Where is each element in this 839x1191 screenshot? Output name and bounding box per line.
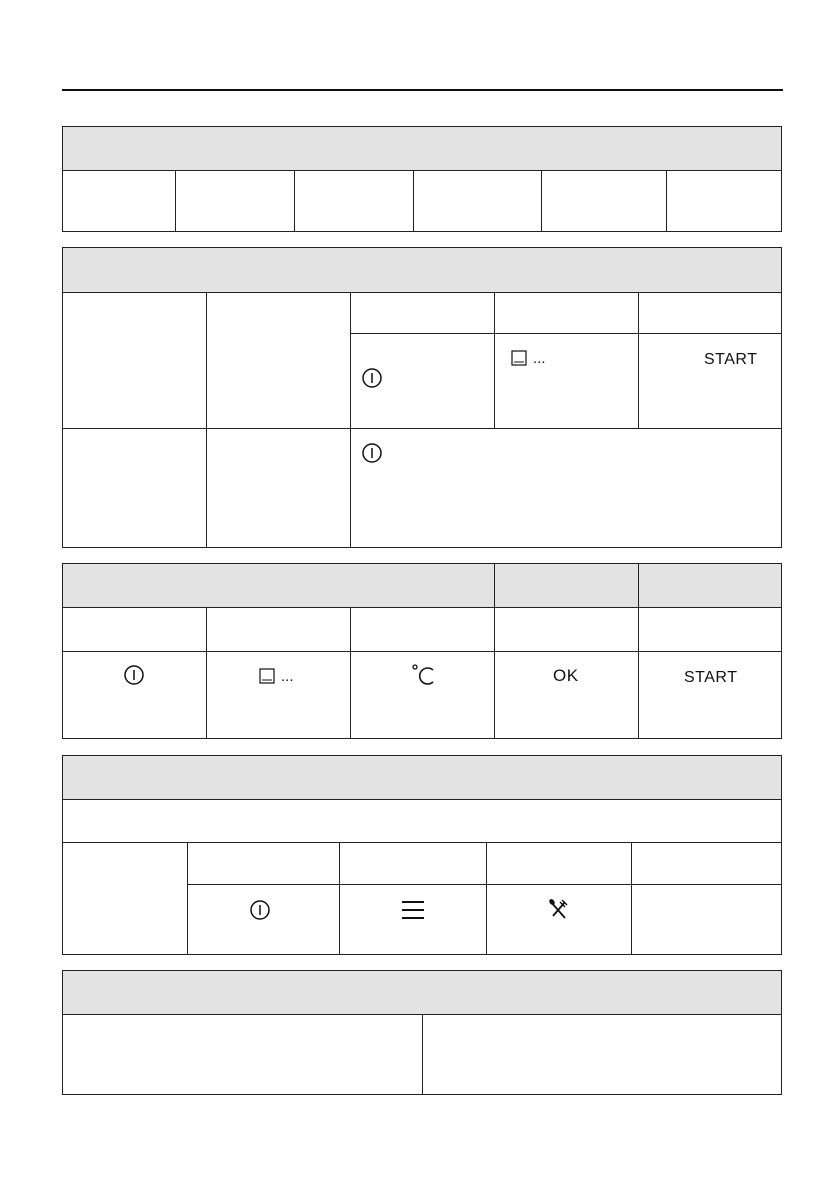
oven-display-icon xyxy=(511,350,527,366)
top-rule xyxy=(62,89,783,91)
table-2 xyxy=(62,247,782,548)
start-label: START xyxy=(704,351,758,368)
oven-ellipsis: ... xyxy=(281,668,294,685)
power-icon xyxy=(361,367,383,389)
table-4-header xyxy=(63,756,781,800)
table-5-header xyxy=(63,971,781,1015)
table-1 xyxy=(62,126,782,232)
power-icon xyxy=(361,442,383,464)
table-3 xyxy=(62,563,782,739)
cutlery-icon xyxy=(547,898,569,920)
oven-display-icon xyxy=(259,668,275,684)
table-4 xyxy=(62,755,782,955)
power-icon xyxy=(123,664,145,686)
table-3-header xyxy=(63,564,781,608)
power-icon xyxy=(249,899,271,921)
table-1-header xyxy=(63,127,781,171)
menu-icon xyxy=(401,899,425,921)
table-5 xyxy=(62,970,782,1095)
ok-label: OK xyxy=(553,666,579,685)
start-label: START xyxy=(684,669,738,686)
oven-ellipsis: ... xyxy=(533,350,546,367)
celsius-icon xyxy=(411,662,437,688)
table-2-header xyxy=(63,248,781,293)
